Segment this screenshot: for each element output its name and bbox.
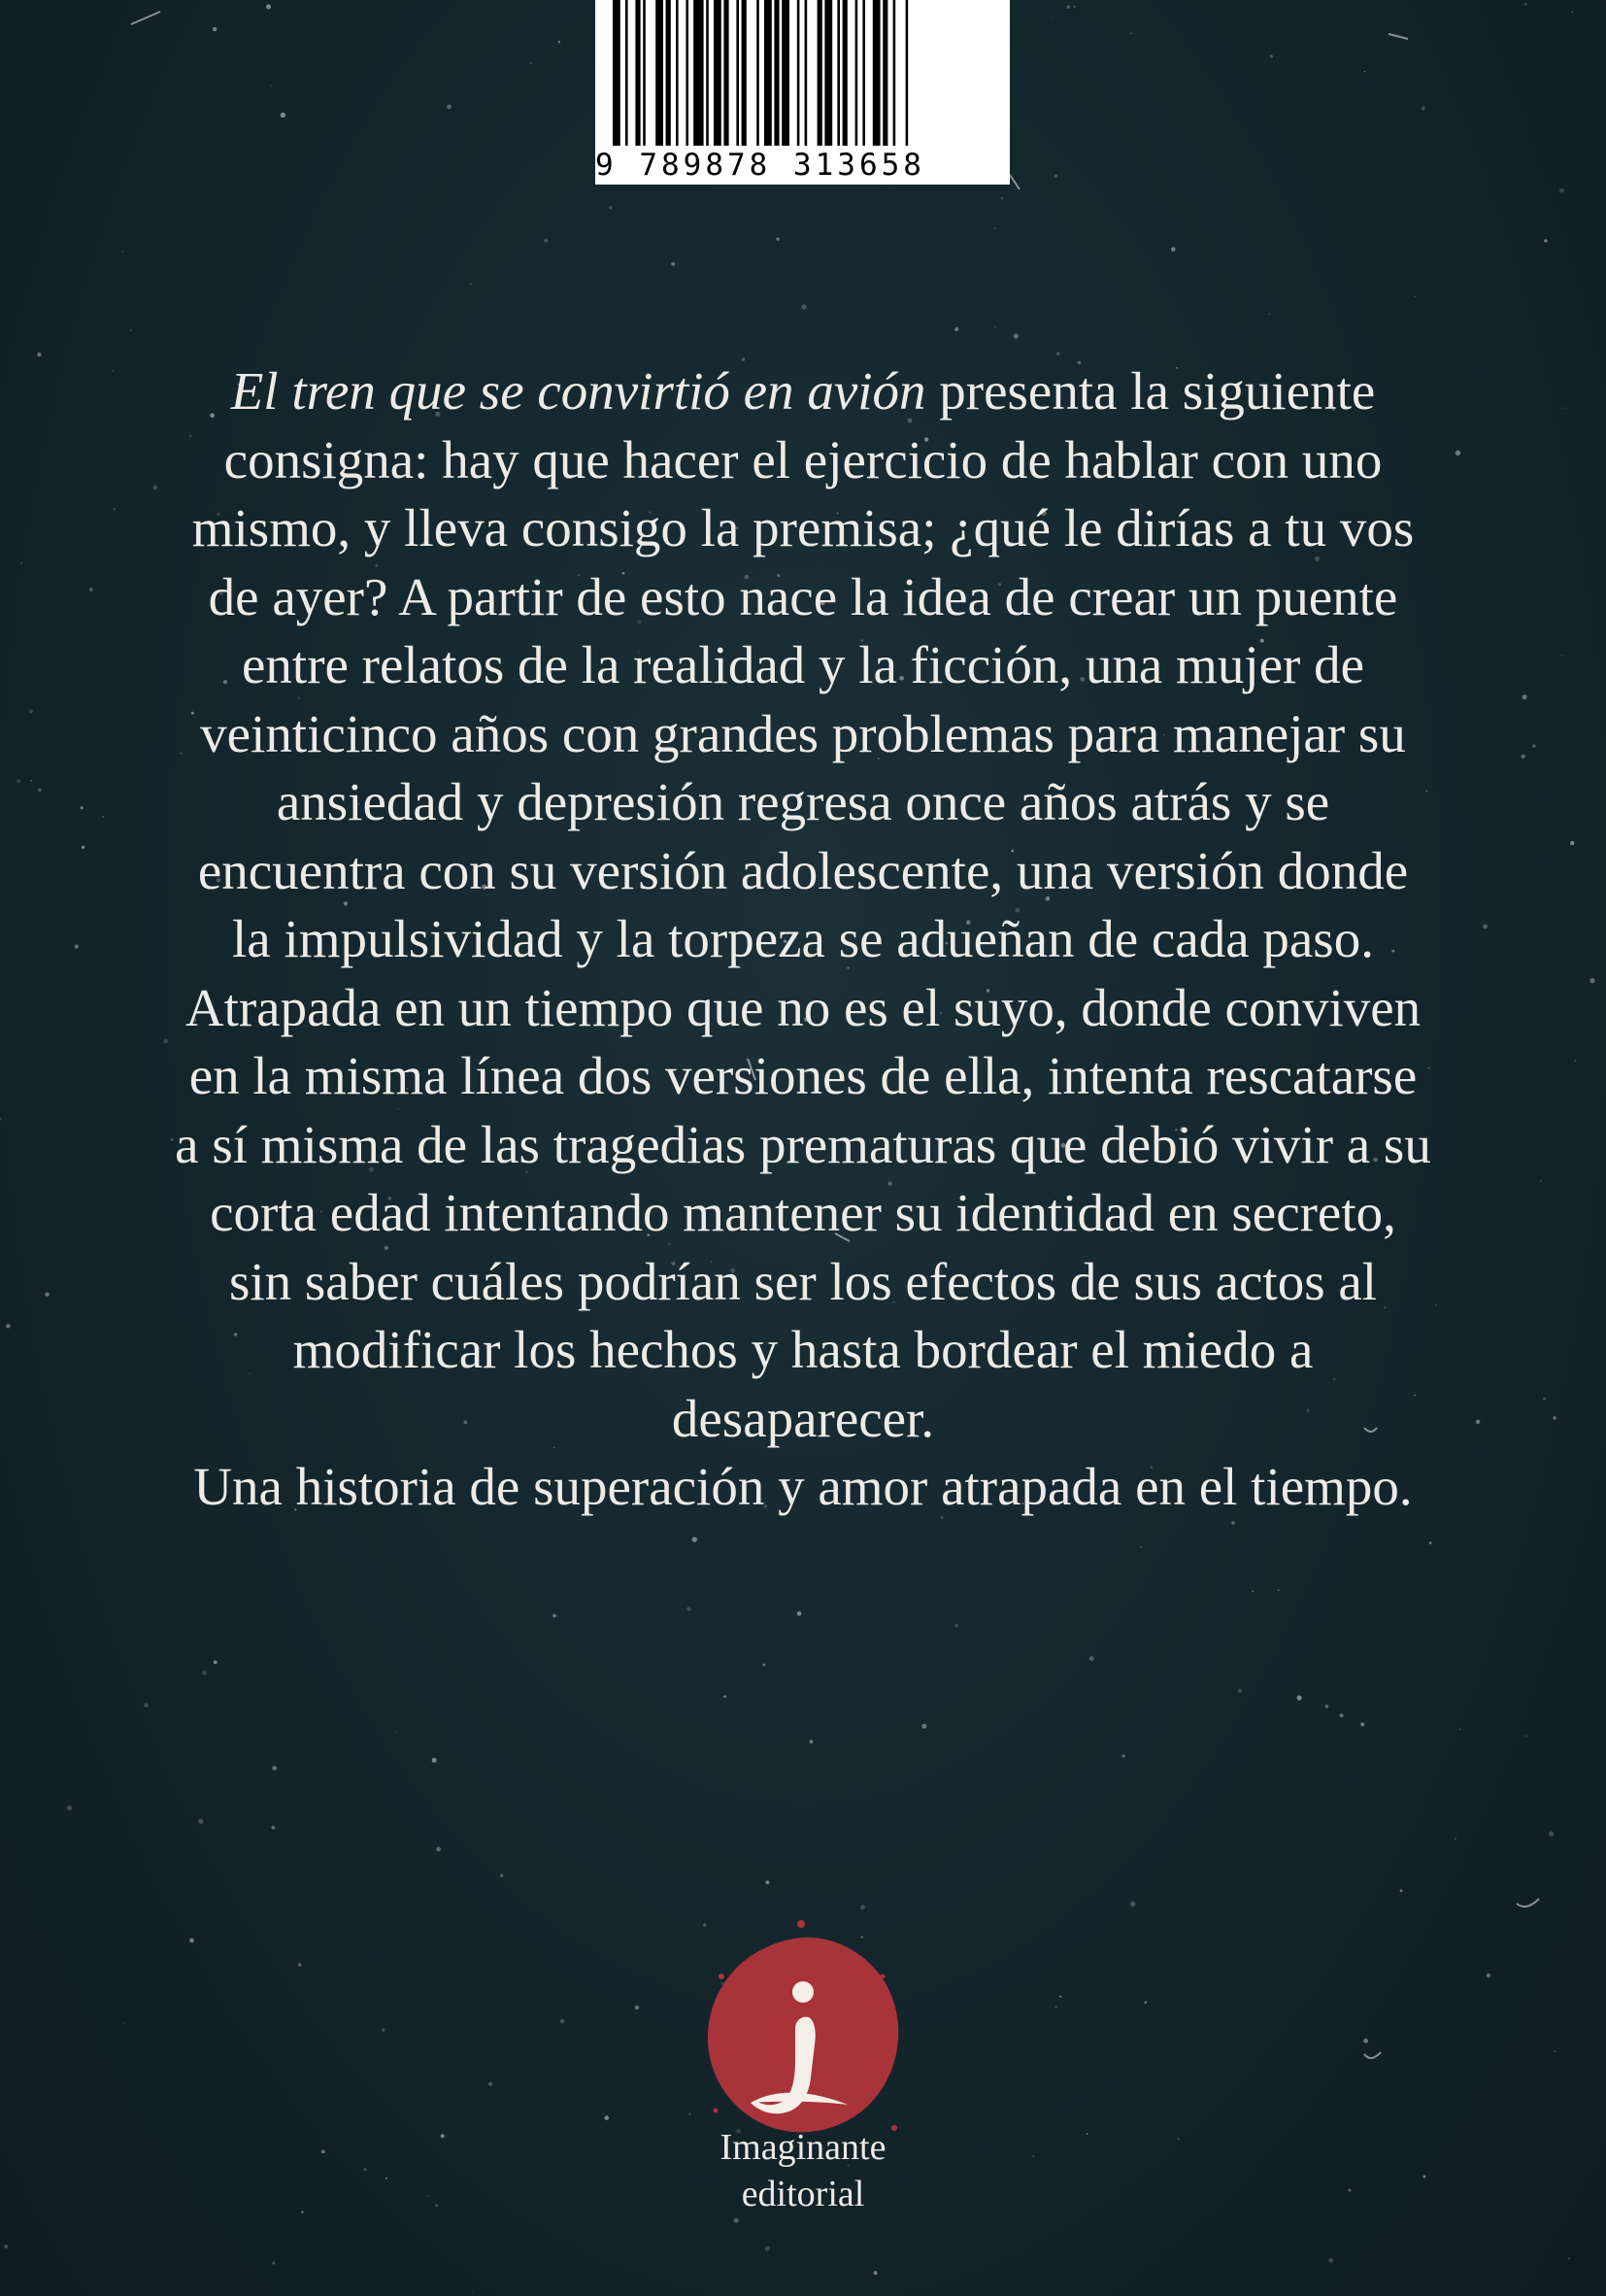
blurb-paragraph-1: [175, 357, 1431, 1453]
barcode-bars: [595, 0, 1010, 148]
blurb-paragraph-1-text: presenta la siguiente consigna: hay que hacer el ejercicio de hablar con uno mismo, y lleva consigo la premisa; ¿qué le dirías a tu vos de ayer? A partir de esto nace la idea de crear un puente entre relatos de la realidad y la ficción, una mujer de veinticinco años con grandes problemas para manejar su ansiedad y depresión regresa once años atrás y se encuentra con su versión adolescente, una versión donde la impulsividad y la torpeza se adueñan de cada paso. Atrapada en un tiempo que no es el suyo, donde conviven en la misma línea dos versiones de ella, intenta rescatarse a sí misma de las tragedias prematuras que debió vivir a su corta edad intentando mantener su identidad en secreto, sin saber cuáles podrían ser los efectos de sus actos al modificar los hechos y hasta bordear el miedo a desaparecer.: [175, 361, 1431, 1448]
isbn-number: 9 789878 313658: [595, 148, 925, 183]
isbn-barcode: [595, 0, 1010, 185]
publisher-name: [609, 2124, 997, 2217]
imaginante-j-logo-icon: [688, 1920, 918, 2149]
publisher-line-2: editorial: [741, 2174, 865, 2214]
book-title: El tren que se convirtió en avión: [230, 361, 926, 421]
publisher-line-1: Imaginante: [719, 2127, 887, 2168]
blurb-paragraph-2: Una historia de superación y amor atrapada en el tiempo.: [193, 1457, 1413, 1516]
back-cover-blurb: [175, 357, 1431, 1522]
